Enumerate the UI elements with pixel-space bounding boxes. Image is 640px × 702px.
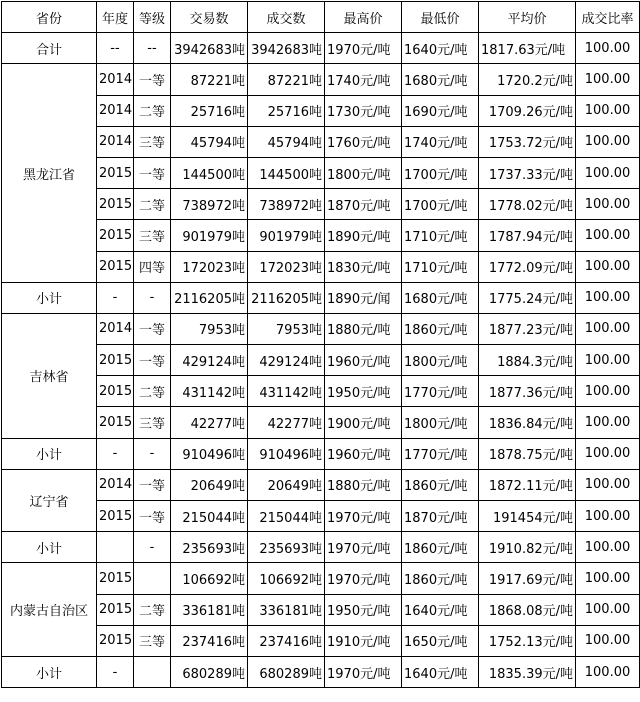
grade-cell: 二等 <box>134 594 171 625</box>
province-cell: 内蒙古自治区 <box>2 563 97 657</box>
max-cell: 1960元/吨 <box>325 345 402 376</box>
trade-cell: 7953吨 <box>171 313 248 344</box>
ratio-cell: 100.00 <box>576 251 640 282</box>
deal-cell: 429124吨 <box>248 345 325 376</box>
trade-cell: 172023吨 <box>171 251 248 282</box>
table-row <box>2 313 640 344</box>
trade-cell: 336181吨 <box>171 594 248 625</box>
trade-cell: 87221吨 <box>171 64 248 95</box>
table-row <box>2 157 640 188</box>
avg-cell: 1877.23元/吨 <box>479 313 576 344</box>
deal-cell: 25716吨 <box>248 95 325 126</box>
trade-cell: 738972吨 <box>171 189 248 220</box>
trade-cell: 45794吨 <box>171 126 248 157</box>
header-min: 最低价 <box>402 2 479 33</box>
max-cell: 1900元/吨 <box>325 407 402 438</box>
grade-cell: 一等 <box>134 313 171 344</box>
deal-cell: 3942683吨 <box>248 33 325 64</box>
trade-cell: 235693吨 <box>171 532 248 563</box>
min-cell: 1680元/吨 <box>402 64 479 95</box>
ratio-cell: 100.00 <box>576 501 640 532</box>
year-cell: 2015 <box>97 563 134 594</box>
deal-cell: 215044吨 <box>248 501 325 532</box>
grade-cell: 四等 <box>134 251 171 282</box>
ratio-cell: 100.00 <box>576 656 640 687</box>
table-row <box>2 407 640 438</box>
ratio-cell: 100.00 <box>576 126 640 157</box>
trade-cell: 237416吨 <box>171 625 248 656</box>
header-row <box>2 2 640 33</box>
min-cell: 1800元/吨 <box>402 345 479 376</box>
avg-cell: 1878.75元/吨 <box>479 438 576 469</box>
year-cell <box>97 532 134 563</box>
trade-cell: 106692吨 <box>171 563 248 594</box>
table-row <box>2 501 640 532</box>
grade-cell <box>134 563 171 594</box>
min-cell: 1860元/吨 <box>402 532 479 563</box>
min-cell: 1770元/吨 <box>402 376 479 407</box>
table-row <box>2 251 640 282</box>
table-row <box>2 625 640 656</box>
deal-cell: 106692吨 <box>248 563 325 594</box>
min-cell: 1640元/吨 <box>402 33 479 64</box>
year-cell: 2015 <box>97 189 134 220</box>
avg-cell: 1872.11元/吨 <box>479 469 576 500</box>
avg-cell: 1709.26元/吨 <box>479 95 576 126</box>
header-grade: 等级 <box>134 2 171 33</box>
grade-cell: - <box>134 532 171 563</box>
table-row <box>2 469 640 500</box>
avg-cell: 1772.09元/吨 <box>479 251 576 282</box>
grade-cell <box>134 656 171 687</box>
min-cell: 1640元/吨 <box>402 594 479 625</box>
header-year: 年度 <box>97 2 134 33</box>
deal-cell: 20649吨 <box>248 469 325 500</box>
table-row <box>2 189 640 220</box>
deal-cell: 87221吨 <box>248 64 325 95</box>
deal-cell: 901979吨 <box>248 220 325 251</box>
grade-cell: 一等 <box>134 345 171 376</box>
year-cell: 2014 <box>97 469 134 500</box>
year-cell: 2014 <box>97 126 134 157</box>
grade-cell: -- <box>134 33 171 64</box>
max-cell: 1760元/吨 <box>325 126 402 157</box>
total-row <box>2 33 640 64</box>
trade-cell: 429124吨 <box>171 345 248 376</box>
year-cell: 2015 <box>97 594 134 625</box>
trade-cell: 215044吨 <box>171 501 248 532</box>
max-cell: 1970元/吨 <box>325 501 402 532</box>
ratio-cell: 100.00 <box>576 376 640 407</box>
max-cell: 1890元/吨 <box>325 220 402 251</box>
header-avg: 平均价 <box>479 2 576 33</box>
min-cell: 1680元/吨 <box>402 282 479 313</box>
avg-cell: 1737.33元/吨 <box>479 157 576 188</box>
province-cell: 黑龙江省 <box>2 64 97 282</box>
ratio-cell: 100.00 <box>576 220 640 251</box>
table-row <box>2 220 640 251</box>
header-ratio: 成交比率 <box>576 2 640 33</box>
year-cell: 2015 <box>97 625 134 656</box>
grade-cell: - <box>134 438 171 469</box>
avg-cell: 1775.24元/吨 <box>479 282 576 313</box>
max-cell: 1970元/吨 <box>325 563 402 594</box>
deal-cell: 172023吨 <box>248 251 325 282</box>
year-cell: 2015 <box>97 501 134 532</box>
max-cell: 1970元/吨 <box>325 656 402 687</box>
year-cell: 2015 <box>97 407 134 438</box>
table-row <box>2 376 640 407</box>
max-cell: 1730元/吨 <box>325 95 402 126</box>
grade-cell: 二等 <box>134 95 171 126</box>
deal-cell: 431142吨 <box>248 376 325 407</box>
min-cell: 1860元/吨 <box>402 313 479 344</box>
year-cell: 2014 <box>97 313 134 344</box>
province-cell: 合计 <box>2 33 97 64</box>
ratio-cell: 100.00 <box>576 532 640 563</box>
min-cell: 1650元/吨 <box>402 625 479 656</box>
ratio-cell: 100.00 <box>576 64 640 95</box>
ratio-cell: 100.00 <box>576 345 640 376</box>
trade-cell: 910496吨 <box>171 438 248 469</box>
max-cell: 1970元/吨 <box>325 33 402 64</box>
min-cell: 1700元/吨 <box>402 189 479 220</box>
avg-cell: 1753.72元/吨 <box>479 126 576 157</box>
max-cell: 1880元/吨 <box>325 469 402 500</box>
ratio-cell: 100.00 <box>576 407 640 438</box>
ratio-cell: 100.00 <box>576 625 640 656</box>
avg-cell: 1910.82元/吨 <box>479 532 576 563</box>
deal-cell: 42277吨 <box>248 407 325 438</box>
avg-cell: 191454元/吨 <box>479 501 576 532</box>
avg-cell: 1787.94元/吨 <box>479 220 576 251</box>
trade-cell: 431142吨 <box>171 376 248 407</box>
trade-cell: 680289吨 <box>171 656 248 687</box>
deal-cell: 680289吨 <box>248 656 325 687</box>
trade-cell: 3942683吨 <box>171 33 248 64</box>
subtotal-label: 小计 <box>2 532 97 563</box>
grade-cell: 三等 <box>134 126 171 157</box>
trade-cell: 25716吨 <box>171 95 248 126</box>
ratio-cell: 100.00 <box>576 594 640 625</box>
subtotal-row <box>2 532 640 563</box>
deal-cell: 237416吨 <box>248 625 325 656</box>
header-province: 省份 <box>2 2 97 33</box>
max-cell: 1960元/吨 <box>325 438 402 469</box>
subtotal-label: 小计 <box>2 656 97 687</box>
max-cell: 1950元/吨 <box>325 594 402 625</box>
grade-cell: 一等 <box>134 469 171 500</box>
year-cell: - <box>97 656 134 687</box>
table-row <box>2 563 640 594</box>
subtotal-row <box>2 656 640 687</box>
trade-cell: 901979吨 <box>171 220 248 251</box>
min-cell: 1870元/吨 <box>402 501 479 532</box>
grade-cell: 二等 <box>134 376 171 407</box>
deal-cell: 235693吨 <box>248 532 325 563</box>
avg-cell: 1917.69元/吨 <box>479 563 576 594</box>
trade-cell: 42277吨 <box>171 407 248 438</box>
deal-cell: 738972吨 <box>248 189 325 220</box>
province-cell: 辽宁省 <box>2 469 97 531</box>
year-cell: -- <box>97 33 134 64</box>
subtotal-row <box>2 438 640 469</box>
avg-cell: 1877.36元/吨 <box>479 376 576 407</box>
ratio-cell: 100.00 <box>576 95 640 126</box>
min-cell: 1690元/吨 <box>402 95 479 126</box>
ratio-cell: 100.00 <box>576 33 640 64</box>
year-cell: 2015 <box>97 345 134 376</box>
grade-cell: 一等 <box>134 64 171 95</box>
ratio-cell: 100.00 <box>576 189 640 220</box>
avg-cell: 1720.2元/吨 <box>479 64 576 95</box>
max-cell: 1800元/吨 <box>325 157 402 188</box>
province-cell: 吉林省 <box>2 313 97 438</box>
year-cell: 2015 <box>97 157 134 188</box>
year-cell: 2015 <box>97 220 134 251</box>
header-trade: 交易数 <box>171 2 248 33</box>
min-cell: 1860元/吨 <box>402 563 479 594</box>
avg-cell: 1836.84元/吨 <box>479 407 576 438</box>
grade-cell: 三等 <box>134 625 171 656</box>
min-cell: 1700元/吨 <box>402 157 479 188</box>
min-cell: 1800元/吨 <box>402 407 479 438</box>
ratio-cell: 100.00 <box>576 282 640 313</box>
max-cell: 1890元/闻 <box>325 282 402 313</box>
avg-cell: 1817.63元/吨 <box>479 33 576 64</box>
max-cell: 1970元/吨 <box>325 532 402 563</box>
header-max: 最高价 <box>325 2 402 33</box>
table-row <box>2 64 640 95</box>
min-cell: 1710元/吨 <box>402 220 479 251</box>
max-cell: 1910元/吨 <box>325 625 402 656</box>
subtotal-label: 小计 <box>2 438 97 469</box>
year-cell: 2014 <box>97 64 134 95</box>
max-cell: 1740元/吨 <box>325 64 402 95</box>
ratio-cell: 100.00 <box>576 313 640 344</box>
year-cell: 2014 <box>97 95 134 126</box>
grade-cell: 三等 <box>134 407 171 438</box>
min-cell: 1740元/吨 <box>402 126 479 157</box>
year-cell: 2015 <box>97 376 134 407</box>
header-deal: 成交数 <box>248 2 325 33</box>
max-cell: 1870元/吨 <box>325 189 402 220</box>
price-table <box>1 1 640 688</box>
min-cell: 1640元/吨 <box>402 656 479 687</box>
ratio-cell: 100.00 <box>576 469 640 500</box>
deal-cell: 336181吨 <box>248 594 325 625</box>
year-cell: - <box>97 438 134 469</box>
table-row <box>2 95 640 126</box>
max-cell: 1950元/吨 <box>325 376 402 407</box>
trade-cell: 144500吨 <box>171 157 248 188</box>
ratio-cell: 100.00 <box>576 157 640 188</box>
max-cell: 1880元/吨 <box>325 313 402 344</box>
avg-cell: 1868.08元/吨 <box>479 594 576 625</box>
avg-cell: 1835.39元/吨 <box>479 656 576 687</box>
grade-cell: - <box>134 282 171 313</box>
trade-cell: 2116205吨 <box>171 282 248 313</box>
avg-cell: 1884.3元/吨 <box>479 345 576 376</box>
avg-cell: 1752.13元/吨 <box>479 625 576 656</box>
subtotal-row <box>2 282 640 313</box>
grade-cell: 一等 <box>134 157 171 188</box>
max-cell: 1830元/吨 <box>325 251 402 282</box>
min-cell: 1710元/吨 <box>402 251 479 282</box>
deal-cell: 2116205吨 <box>248 282 325 313</box>
ratio-cell: 100.00 <box>576 438 640 469</box>
ratio-cell: 100.00 <box>576 563 640 594</box>
grade-cell: 三等 <box>134 220 171 251</box>
avg-cell: 1778.02元/吨 <box>479 189 576 220</box>
year-cell: - <box>97 282 134 313</box>
table-row <box>2 594 640 625</box>
min-cell: 1860元/吨 <box>402 469 479 500</box>
deal-cell: 910496吨 <box>248 438 325 469</box>
trade-cell: 20649吨 <box>171 469 248 500</box>
subtotal-label: 小计 <box>2 282 97 313</box>
min-cell: 1770元/吨 <box>402 438 479 469</box>
year-cell: 2015 <box>97 251 134 282</box>
deal-cell: 7953吨 <box>248 313 325 344</box>
deal-cell: 45794吨 <box>248 126 325 157</box>
grade-cell: 二等 <box>134 189 171 220</box>
grade-cell: 一等 <box>134 501 171 532</box>
table-row <box>2 126 640 157</box>
table-row <box>2 345 640 376</box>
deal-cell: 144500吨 <box>248 157 325 188</box>
